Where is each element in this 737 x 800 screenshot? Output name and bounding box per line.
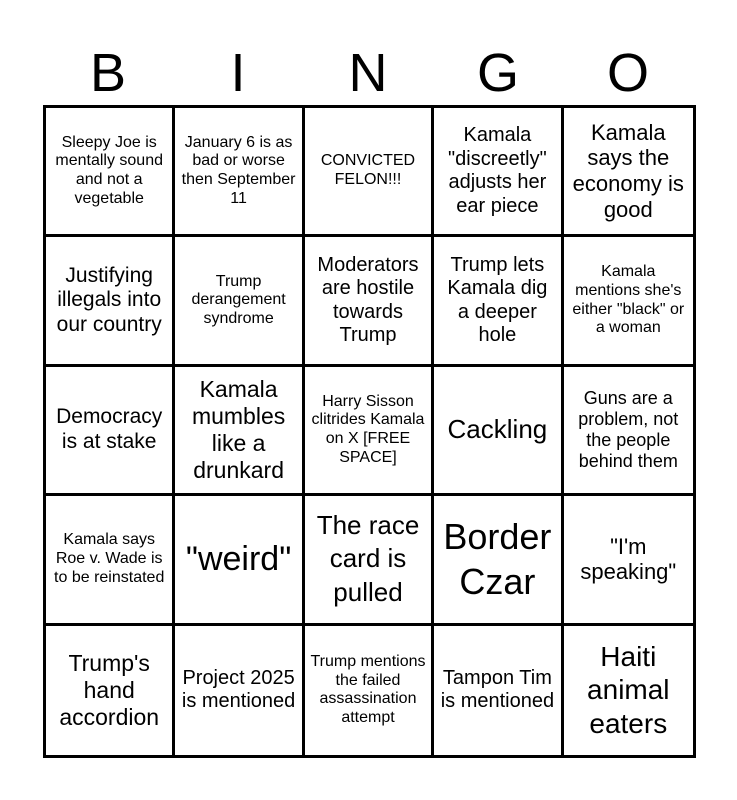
bingo-cell[interactable]: "I'm speaking"	[564, 496, 693, 625]
bingo-header	[43, 40, 693, 106]
bingo-cell[interactable]: January 6 is as bad or worse then September 11	[175, 108, 304, 237]
bingo-cell[interactable]: Kamala mumbles like a drunkard	[175, 367, 304, 496]
bingo-cell[interactable]: Kamala "discreetly" adjusts her ear piece	[434, 108, 563, 237]
bingo-cell[interactable]: CONVICTED FELON!!!	[305, 108, 434, 237]
bingo-cell[interactable]: Moderators are hostile towards Trump	[305, 237, 434, 366]
bingo-cell[interactable]: Trump derangement syndrome	[175, 237, 304, 366]
bingo-cell[interactable]: Justifying illegals into our country	[46, 237, 175, 366]
header-letter-b: B	[89, 43, 127, 103]
bingo-board	[43, 105, 696, 758]
bingo-cell[interactable]: Kamala says Roe v. Wade is to be reinstated	[46, 496, 175, 625]
bingo-cell[interactable]: Cackling	[434, 367, 563, 496]
bingo-cell[interactable]: Trump lets Kamala dig a deeper hole	[434, 237, 563, 366]
header-letter-i: I	[230, 43, 246, 103]
bingo-cell[interactable]: Trump mentions the failed assassination attempt	[305, 626, 434, 755]
header-letter-o: O	[606, 43, 649, 103]
bingo-cell[interactable]: Trump's hand accordion	[46, 626, 175, 755]
bingo-cell[interactable]: The race card is pulled	[305, 496, 434, 625]
bingo-cell[interactable]: Sleepy Joe is mentally sound and not a vegetable	[46, 108, 175, 237]
bingo-cell free-space[interactable]: Harry Sisson clitrides Kamala on X [FREE SPACE]	[305, 367, 434, 496]
bingo-cell[interactable]: Haiti animal eaters	[587, 640, 670, 740]
bingo-cell[interactable]: Kamala mentions she's either "black" or a woman	[564, 237, 693, 366]
bingo-cell[interactable]: Guns are a problem, not the people behind them	[564, 367, 693, 496]
bingo-cell[interactable]: Tampon Tim is mentioned	[434, 626, 563, 755]
header-letter-g: G	[476, 43, 519, 103]
bingo-cell[interactable]: Democracy is at stake	[46, 367, 175, 496]
bingo-cell[interactable]: Kamala says the economy is good	[564, 108, 693, 237]
bingo-cell[interactable]: Border Czar	[434, 496, 563, 625]
header-letter-n: N	[348, 43, 388, 103]
bingo-cell[interactable]: "weird"	[175, 496, 304, 625]
bingo-cell[interactable]: Project 2025 is mentioned	[175, 626, 304, 755]
